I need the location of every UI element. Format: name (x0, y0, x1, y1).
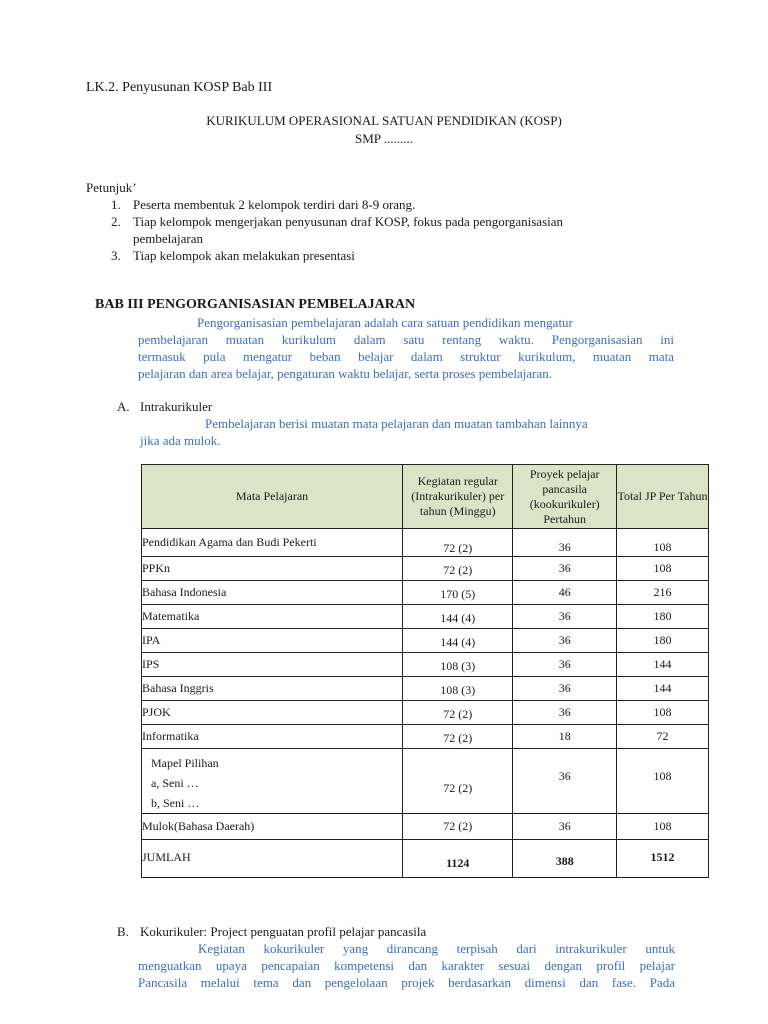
subject-cell: Bahasa Inggris (142, 677, 403, 701)
proyek-cell: 36 (513, 701, 616, 725)
table-row (142, 653, 709, 677)
instruction-num: 2. (111, 214, 121, 229)
proyek-cell: 36 (513, 629, 616, 653)
table-row (142, 557, 709, 581)
table-row (142, 814, 709, 840)
section-a-text: jika ada mulok. (140, 433, 221, 448)
regular-cell: 108 (3) (403, 677, 513, 701)
instruction-num: 1. (111, 197, 121, 212)
table-row (142, 581, 709, 605)
subject-cell: PPKn (142, 557, 403, 581)
section-b-title: Kokurikuler: Project penguatan profil pelajar pancasila (140, 924, 427, 939)
table-row-mapel-pilihan (142, 749, 709, 814)
jumlah-total: 1512 (616, 840, 708, 878)
section-b-label: B. (117, 924, 129, 939)
proyek-cell: 36 (513, 814, 616, 840)
table-row-jumlah (142, 840, 709, 878)
proyek-cell: 36 (513, 653, 616, 677)
intro-line: termasuk pula mengatur beban belajar dalam struktur kurikulum, muatan mata (138, 349, 674, 364)
section-b-text: Pancasila melalui tema dan pengelolaan projek berdasarkan dimensi dan fase. Pada (138, 975, 675, 990)
total-cell: 108 (616, 529, 708, 557)
jp-table (141, 464, 709, 878)
instruction-text: Tiap kelompok mengerjakan penyusunan draf KOSP, fokus pada pengorganisasian (133, 214, 564, 229)
instruction-text: Tiap kelompok akan melakukan presentasi (133, 248, 355, 263)
table-row (142, 725, 709, 749)
total-cell: 108 (616, 701, 708, 725)
regular-cell: 170 (5) (403, 581, 513, 605)
main-title: KURIKULUM OPERASIONAL SATUAN PENDIDIKAN (KOSP) (206, 113, 562, 128)
table-row (142, 677, 709, 701)
table-row (142, 701, 709, 725)
section-b-text: Kegiatan kokurikuler yang dirancang terpisah dari intrakurikuler untuk (198, 941, 675, 956)
header-mata-pelajaran: Mata Pelajaran (142, 465, 403, 529)
regular-cell: 144 (4) (403, 629, 513, 653)
subject-cell: Matematika (142, 605, 403, 629)
intro-line: Pengorganisasian pembelajaran adalah cara satuan pendidikan mengatur (197, 315, 573, 330)
mapel-line: b, Seni … (151, 796, 200, 810)
instruction-text-cont: pembelajaran (133, 231, 204, 246)
subject-cell: IPA (142, 629, 403, 653)
total-cell: 108 (616, 557, 708, 581)
subject-cell: Informatika (142, 725, 403, 749)
lk-title: LK.2. Penyusunan KOSP Bab III (86, 80, 273, 95)
section-a-text: Pembelajaran berisi muatan mata pelajaran dan muatan tambahan lainnya (205, 416, 588, 431)
table-row (142, 629, 709, 653)
subject-cell: Bahasa Indonesia (142, 581, 403, 605)
total-cell: 72 (616, 725, 708, 749)
proyek-cell: 36 (513, 677, 616, 701)
intro-line: pelajaran dan area belajar, pengaturan waktu belajar, serta proses pembelajaran. (138, 366, 553, 381)
header-total-jp: Total JP Per Tahun (616, 465, 708, 529)
proyek-cell: 36 (513, 605, 616, 629)
jumlah-proyek: 388 (513, 840, 616, 878)
petunjuk-label: Petunjuk’ (86, 180, 137, 195)
section-a-label: A. (117, 399, 130, 414)
table-header-row (142, 465, 709, 529)
mapel-line: a, Seni … (151, 776, 199, 790)
jumlah-regular: 1124 (403, 840, 513, 878)
proyek-cell: 36 (513, 557, 616, 581)
proyek-cell: 46 (513, 581, 616, 605)
subject-cell: IPS (142, 653, 403, 677)
header-proyek-pelajar: Proyek pelajar pancasila (kookurikuler) Pertahun (513, 465, 616, 529)
proyek-cell: 18 (513, 725, 616, 749)
sub-title: SMP ......... (354, 131, 414, 146)
header-kegiatan-regular: Kegiatan regular (Intrakurikuler) per tahun (Minggu) (403, 465, 513, 529)
section-a-title: Intrakurikuler (140, 399, 213, 414)
instruction-num: 3. (111, 248, 121, 263)
subject-cell: Pendidikan Agama dan Budi Pekerti (142, 529, 403, 557)
subject-cell: Mulok(Bahasa Daerah) (142, 814, 403, 840)
regular-cell: 72 (2) (403, 725, 513, 749)
regular-cell: 72 (2) (403, 557, 513, 581)
regular-cell: 144 (4) (403, 605, 513, 629)
total-cell: 216 (616, 581, 708, 605)
total-cell: 144 (616, 677, 708, 701)
regular-cell: 72 (2) (403, 749, 513, 814)
intro-line: pembelajaran muatan kurikulum dalam satu rentang waktu. Pengorganisasian ini (138, 332, 674, 347)
proyek-cell: 36 (513, 529, 616, 557)
section-b-text: menguatkan upaya pencapaian kompetensi dan karakter sesuai dengan profil pelajar (138, 958, 675, 973)
proyek-cell: 36 (513, 749, 616, 814)
total-cell: 144 (616, 653, 708, 677)
table-row (142, 605, 709, 629)
total-cell: 108 (616, 749, 708, 814)
jumlah-label: JUMLAH (142, 840, 403, 878)
total-cell: 108 (616, 814, 708, 840)
regular-cell: 72 (2) (403, 529, 513, 557)
instruction-text: Peserta membentuk 2 kelompok terdiri dari 8-9 orang. (133, 197, 416, 212)
table-row (142, 529, 709, 557)
bab-heading: BAB III PENGORGANISASIAN PEMBELAJARAN (95, 297, 416, 312)
total-cell: 180 (616, 629, 708, 653)
regular-cell: 72 (2) (403, 701, 513, 725)
regular-cell: 72 (2) (403, 814, 513, 840)
mapel-line: Mapel Pilihan (151, 756, 219, 770)
subject-cell: PJOK (142, 701, 403, 725)
subject-cell (142, 749, 403, 814)
total-cell: 180 (616, 605, 708, 629)
regular-cell: 108 (3) (403, 653, 513, 677)
